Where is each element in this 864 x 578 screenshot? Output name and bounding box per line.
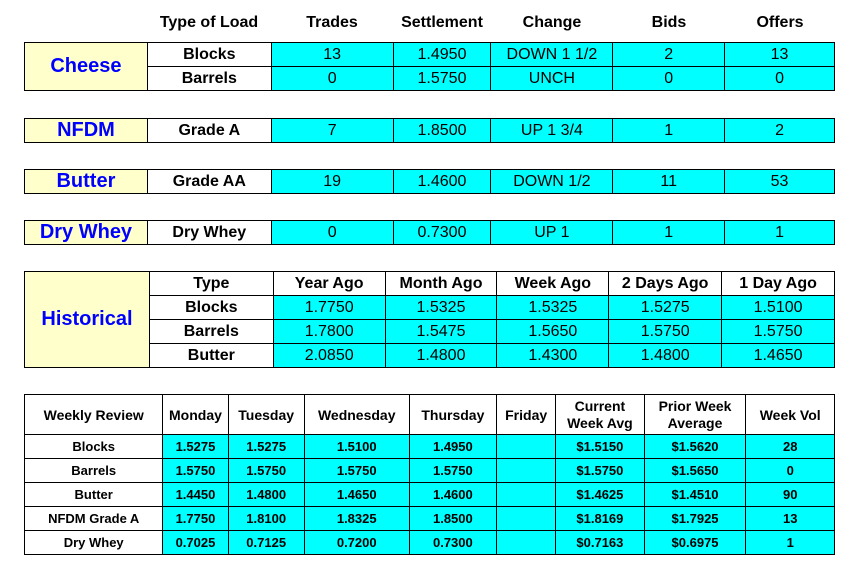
value-cell: $1.4510 (644, 483, 746, 507)
value-cell: $1.4625 (556, 483, 645, 507)
table-row (25, 483, 835, 507)
value-cell: $1.5750 (556, 459, 645, 483)
col-header: Weekly Review (25, 395, 163, 435)
col-header-settlement: Settlement (401, 14, 483, 31)
value-cell: 1.5750 (609, 320, 722, 344)
col-header: Thursday (409, 395, 497, 435)
table-row (25, 395, 835, 435)
value-cell: 1.4800 (385, 344, 497, 368)
value-cell: 0.7025 (163, 531, 228, 555)
cheese-table (24, 42, 835, 91)
value-cell: $1.5620 (644, 435, 746, 459)
value-cell (497, 531, 556, 555)
value-cell: 1.4800 (609, 344, 722, 368)
value-cell: 1.5750 (722, 320, 835, 344)
col-header: Current Week Avg (556, 395, 645, 435)
value-cell: $1.8169 (556, 507, 645, 531)
change-cell: DOWN 1 1/2 (491, 43, 613, 67)
value-cell (497, 507, 556, 531)
value-cell: 1.5275 (609, 296, 722, 320)
value-cell (497, 483, 556, 507)
value-cell: 1.5325 (385, 296, 497, 320)
whey-label: Dry Whey (25, 221, 148, 245)
value-cell: 1.5100 (722, 296, 835, 320)
settlement-cell: 0.7300 (393, 221, 491, 245)
value-cell: 1.4450 (163, 483, 228, 507)
value-cell: 1.8100 (228, 507, 304, 531)
value-cell: $0.6975 (644, 531, 746, 555)
bids-cell: 0 (613, 67, 725, 91)
col-header: Friday (497, 395, 556, 435)
table-row (25, 435, 835, 459)
col-header-bids: Bids (651, 14, 687, 31)
value-cell: 1.5650 (497, 320, 609, 344)
bids-cell: 1 (613, 221, 725, 245)
value-cell: 1.5750 (304, 459, 409, 483)
row-type: Barrels (147, 67, 271, 91)
col-header: Monday (163, 395, 228, 435)
value-cell: 1.5275 (163, 435, 228, 459)
row-type: Blocks (25, 435, 163, 459)
whey-table (24, 220, 835, 245)
col-header: Week Ago (497, 272, 609, 296)
col-header: Type (149, 272, 273, 296)
col-header: Year Ago (273, 272, 385, 296)
trades-cell: 19 (271, 170, 393, 194)
value-cell: 1.4800 (228, 483, 304, 507)
value-cell: 0.7200 (304, 531, 409, 555)
col-header: Month Ago (385, 272, 497, 296)
value-cell: 1.4950 (409, 435, 497, 459)
trades-cell: 7 (271, 119, 393, 143)
value-cell: 2.0850 (273, 344, 385, 368)
butter-label: Butter (25, 170, 148, 194)
row-type: Barrels (149, 320, 273, 344)
table-row (25, 459, 835, 483)
historical-table (24, 271, 835, 368)
col-header: 1 Day Ago (722, 272, 835, 296)
col-header: Week Vol (746, 395, 835, 435)
value-cell: $1.5650 (644, 459, 746, 483)
value-cell: 13 (746, 507, 835, 531)
historical-label: Historical (25, 272, 150, 368)
col-header: Wednesday (304, 395, 409, 435)
value-cell (497, 435, 556, 459)
weekly-review-table (24, 394, 835, 555)
change-cell: UP 1 (491, 221, 613, 245)
bids-cell: 1 (613, 119, 725, 143)
value-cell: 1.5750 (163, 459, 228, 483)
row-type: Grade AA (147, 170, 271, 194)
col-header-trades: Trades (306, 14, 358, 31)
col-header: 2 Days Ago (609, 272, 722, 296)
col-header-change: Change (522, 14, 582, 31)
value-cell (497, 459, 556, 483)
value-cell: 1.8325 (304, 507, 409, 531)
nfdm-table (24, 118, 835, 143)
bids-cell: 2 (613, 43, 725, 67)
value-cell: 1.5750 (228, 459, 304, 483)
row-type: Butter (149, 344, 273, 368)
table-row (25, 221, 835, 245)
value-cell: 1.4300 (497, 344, 609, 368)
value-cell: 1.7800 (273, 320, 385, 344)
row-type: Butter (25, 483, 163, 507)
value-cell: 28 (746, 435, 835, 459)
offers-cell: 2 (725, 119, 835, 143)
settlement-cell: 1.5750 (393, 67, 491, 91)
offers-cell: 0 (725, 67, 835, 91)
table-row (25, 119, 835, 143)
col-header: Tuesday (228, 395, 304, 435)
value-cell: 1.5100 (304, 435, 409, 459)
row-type: Dry Whey (147, 221, 271, 245)
value-cell: 0 (746, 459, 835, 483)
table-row (25, 170, 835, 194)
value-cell: 1 (746, 531, 835, 555)
value-cell: 1.5750 (409, 459, 497, 483)
row-type: Blocks (149, 296, 273, 320)
settlement-cell: 1.4950 (393, 43, 491, 67)
value-cell: 1.5325 (497, 296, 609, 320)
value-cell: 1.7750 (163, 507, 228, 531)
cheese-label: Cheese (25, 43, 148, 91)
trades-cell: 0 (271, 221, 393, 245)
row-type: Dry Whey (25, 531, 163, 555)
row-type: Blocks (147, 43, 271, 67)
value-cell: 90 (746, 483, 835, 507)
change-cell: DOWN 1/2 (491, 170, 613, 194)
table-row (25, 507, 835, 531)
nfdm-label: NFDM (25, 119, 148, 143)
value-cell: 1.5275 (228, 435, 304, 459)
value-cell: 0.7125 (228, 531, 304, 555)
change-cell: UNCH (491, 67, 613, 91)
value-cell: 1.4650 (722, 344, 835, 368)
value-cell: 1.8500 (409, 507, 497, 531)
trades-cell: 13 (271, 43, 393, 67)
offers-cell: 13 (725, 43, 835, 67)
value-cell: 1.4600 (409, 483, 497, 507)
offers-cell: 53 (725, 170, 835, 194)
butter-table (24, 169, 835, 194)
row-type: Barrels (25, 459, 163, 483)
value-cell: 0.7300 (409, 531, 497, 555)
row-type: Grade A (147, 119, 271, 143)
value-cell: $1.7925 (644, 507, 746, 531)
col-header-type-of-load: Type of Load (159, 14, 259, 31)
value-cell: 1.7750 (273, 296, 385, 320)
settlement-cell: 1.4600 (393, 170, 491, 194)
value-cell: 1.5475 (385, 320, 497, 344)
table-row (25, 43, 835, 67)
bids-cell: 11 (613, 170, 725, 194)
value-cell: $1.5150 (556, 435, 645, 459)
table-row (25, 272, 835, 296)
settlement-cell: 1.8500 (393, 119, 491, 143)
row-type: NFDM Grade A (25, 507, 163, 531)
table-row (25, 531, 835, 555)
value-cell: $0.7163 (556, 531, 645, 555)
col-header-offers: Offers (756, 14, 804, 31)
offers-cell: 1 (725, 221, 835, 245)
value-cell: 1.4650 (304, 483, 409, 507)
trades-cell: 0 (271, 67, 393, 91)
change-cell: UP 1 3/4 (491, 119, 613, 143)
col-header: Prior Week Average (644, 395, 746, 435)
